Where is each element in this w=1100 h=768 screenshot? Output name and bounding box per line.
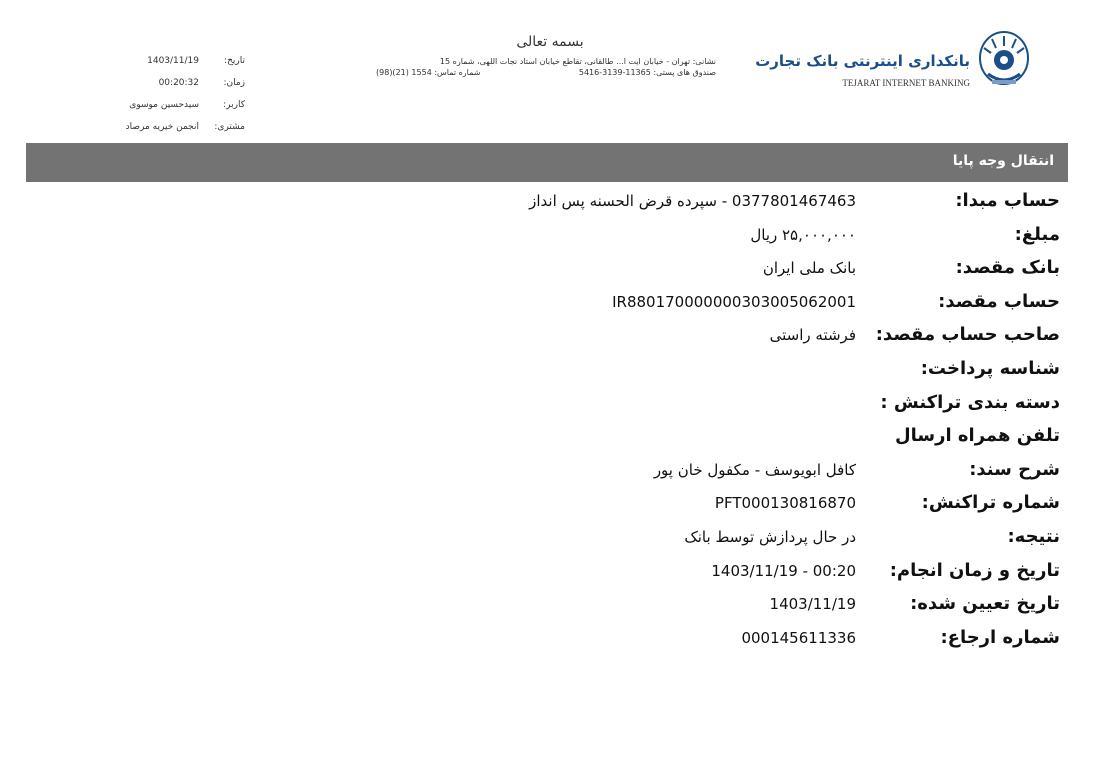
- detail-label: بانک مقصد:: [955, 257, 1060, 279]
- meta-label: کاربر:: [223, 100, 245, 110]
- detail-label: شرح سند:: [969, 458, 1060, 480]
- detail-row: [0, 455, 1100, 489]
- contact-number: شماره تماس: 1554 (21)(98): [376, 68, 481, 77]
- detail-row: [0, 421, 1100, 455]
- detail-value: 0377801467463 - سپرده قرض الحسنه پس انداز: [529, 192, 856, 210]
- detail-value: IR880170000000303005062001: [612, 292, 856, 311]
- meta-label: تاریخ:: [224, 56, 245, 66]
- detail-label: تاریخ تعیین شده:: [910, 593, 1060, 615]
- detail-label: صاحب حساب مقصد:: [875, 324, 1060, 346]
- detail-row: [0, 388, 1100, 422]
- bank-address-block: [376, 56, 716, 78]
- detail-value: در حال پردازش توسط بانک: [684, 527, 856, 546]
- detail-value: PFT000130816870: [714, 494, 856, 513]
- detail-row: [0, 354, 1100, 388]
- meta-user: [70, 94, 245, 116]
- detail-row: [0, 253, 1100, 287]
- meta-time: [70, 72, 245, 94]
- detail-label: تلفن همراه ارسال: [895, 425, 1060, 447]
- meta-value: سیدحسین موسوی: [129, 100, 199, 110]
- detail-label: دسته بندی تراکنش :: [880, 391, 1060, 413]
- detail-label: تاریخ و زمان انجام:: [889, 559, 1060, 581]
- section-title-bar: [26, 143, 1068, 182]
- detail-label: نتیجه:: [1007, 525, 1060, 547]
- detail-value: 1403/11/19 - 00:20: [711, 561, 856, 580]
- bank-address: نشانی: تهران - خیابان ایت ا... طالقانی، تقاطع خیابان استاد نجات اللهی، شماره 15: [439, 57, 716, 66]
- basmala: بسمه تعالی: [516, 34, 584, 50]
- meta-value: انجمن خیریه مرصاد: [125, 122, 199, 132]
- detail-value: فرشته راستی: [769, 326, 856, 345]
- detail-value: 000145611336: [741, 628, 856, 647]
- tejarat-emblem-icon: [978, 30, 1030, 90]
- detail-row: [0, 589, 1100, 623]
- detail-label: شناسه پرداخت:: [920, 357, 1060, 379]
- meta-value: 1403/11/19: [147, 56, 199, 66]
- detail-label: شماره تراکنش:: [921, 492, 1060, 514]
- detail-value: کافل ابویوسف - مکفول خان پور: [653, 460, 856, 479]
- postal-box: صندوق های پستی: 11365-3139-5416: [578, 68, 716, 77]
- detail-row: [0, 522, 1100, 556]
- document-header: [360, 34, 740, 78]
- meta-label: مشتری:: [214, 122, 245, 132]
- page-title: انتقال وجه پایا: [952, 153, 1054, 169]
- transfer-details: [0, 186, 1100, 656]
- detail-row: [0, 220, 1100, 254]
- detail-label: مبلغ:: [1014, 223, 1060, 245]
- detail-label: حساب مقصد:: [938, 290, 1060, 312]
- detail-row: [0, 488, 1100, 522]
- logo-text-en: TEJARAT INTERNET BANKING: [842, 78, 970, 88]
- meta-date: [70, 50, 245, 72]
- detail-row: [0, 623, 1100, 657]
- detail-value: بانک ملی ایران: [762, 259, 856, 278]
- detail-label: شماره ارجاع:: [940, 626, 1060, 648]
- meta-label: زمان:: [223, 78, 245, 88]
- detail-value: ۲۵,۰۰۰,۰۰۰ ریال: [750, 225, 856, 244]
- detail-row: [0, 186, 1100, 220]
- detail-row: [0, 287, 1100, 321]
- logo-text-fa: بانکداری اینترنتی بانک تجارت: [755, 52, 970, 70]
- meta-customer: [70, 116, 245, 138]
- detail-row: [0, 556, 1100, 590]
- detail-label: حساب مبدا:: [955, 190, 1060, 211]
- detail-row: [0, 320, 1100, 354]
- meta-value: 00:20:32: [158, 78, 199, 88]
- receipt-meta: [70, 50, 245, 138]
- bank-logo: [755, 30, 1030, 96]
- detail-value: 1403/11/19: [769, 595, 856, 614]
